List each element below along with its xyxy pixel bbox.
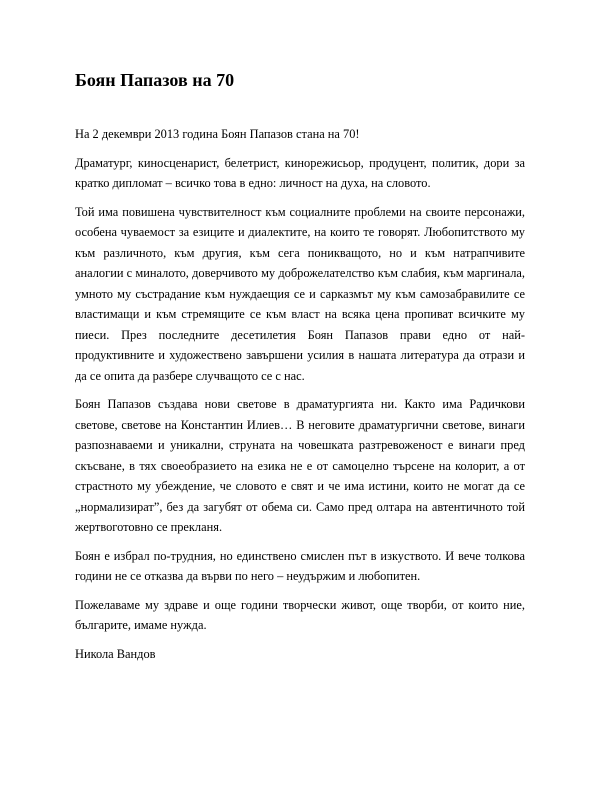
paragraph-intro: На 2 декември 2013 година Боян Папазов стана на 70!: [75, 127, 360, 141]
paragraph-path: Боян е избрал по-трудния, но единствено смислен път в изкуството. И вече толкова години не се отказва да върви по него – неудържим и любопитен.: [75, 548, 525, 583]
article-title: Боян Папазов на 70: [75, 70, 235, 90]
article-body: [75, 124, 525, 664]
paragraph-professions: Драматург, киносценарист, белетрист, кинорежисьор, продуцент, политик, дори за кратко дипломат – всичко това в едно: личност на духа, на словото.: [75, 155, 525, 190]
paragraph-wishes: Пожелаваме му здраве и още години творчески живот, още творби, от които ние, българите, имаме нужда.: [75, 597, 525, 632]
paragraph-worlds: Боян Папазов създава нови светове в драматургията ни. Както има Радичкови светове, светове на Константин Илиев… В неговите драматургични светове, винаги разпознаваеми и уникални, струната на човешката разтревоженост е винаги пред скъсване, в тях своеобразието на езика не е от самоцелно търсене на колорит, а от страстното му убеждение, че словото е свят и че има истини, които не могат да се „нормализират”, без да загубят от обема си. Само пред олтара на автентичното той жертвоготовно се прекланя.: [75, 397, 525, 534]
paragraph-sensitivity: Той има повишена чувствителност към социалните проблеми на своите персонажи, особена чуваемост за езиците и диалектите, на които те говорят. Любопитството му към различното, към другия, към сега поникващото, но и към натрапчивите аналогии с миналото, доверчивото му доброжелателство към слабия, към маргинала, умното му състрадание към нуждаещия се и сарказмът му към самозабравилите се властимащи и към стремящите се към власт на всяка цена пропиват всичките му пиеси. През последните десетилетия Боян Папазов прави едно от най-продуктивните и художествено завършени усилия в нашата литература да отрази и да се опита да разбере случващото се с нас.: [75, 204, 525, 383]
author-signature: Никола Вандов: [75, 646, 156, 661]
